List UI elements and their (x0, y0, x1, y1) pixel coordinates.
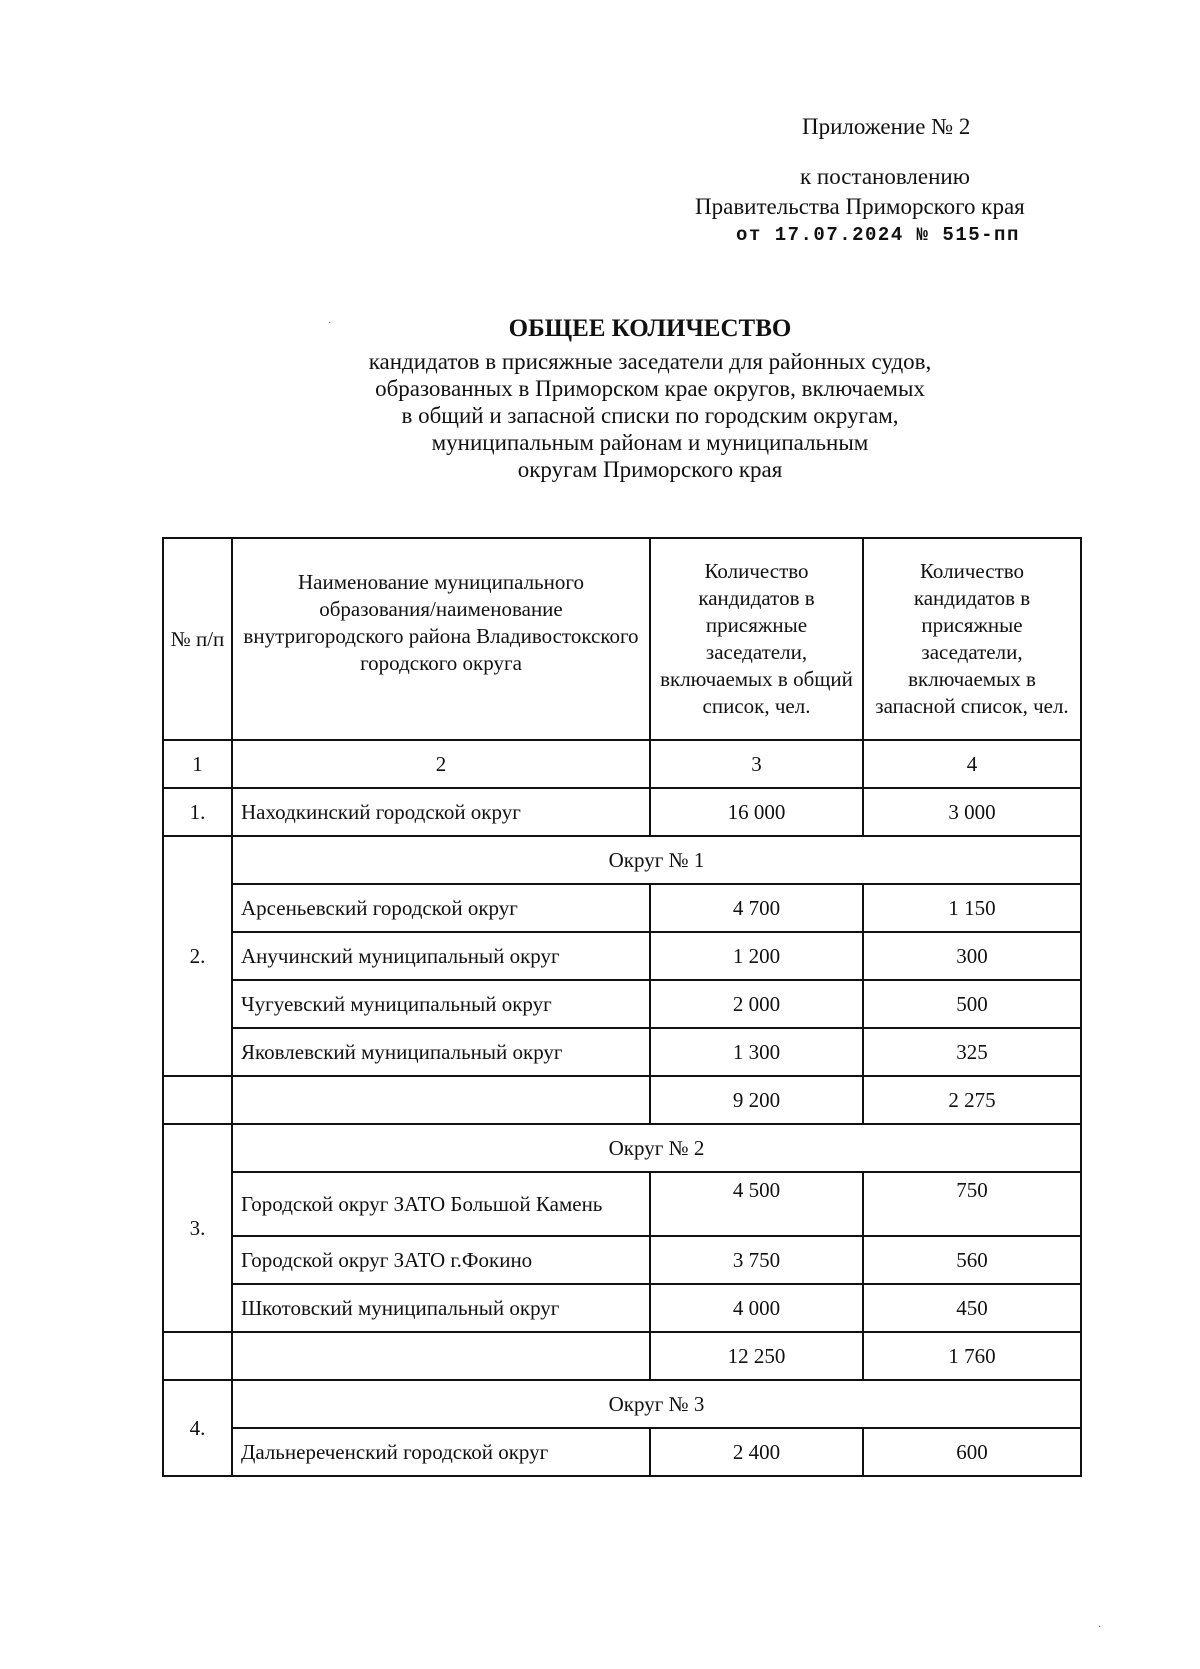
row-name: Дальнереченский городской округ (232, 1428, 650, 1476)
row-name: Арсеньевский городской округ (232, 884, 650, 932)
table-row (163, 884, 1081, 932)
group-num: 4. (163, 1380, 232, 1476)
header-num: № п/п (163, 538, 232, 740)
candidates-table (162, 537, 1082, 1477)
row-reserve: 300 (863, 932, 1081, 980)
row-reserve: 500 (863, 980, 1081, 1028)
scan-speck: · (1098, 1622, 1102, 1633)
row-name: Яковлевский муниципальный округ (232, 1028, 650, 1076)
okrug-label: Округ № 2 (232, 1124, 1081, 1172)
document-title (150, 315, 1150, 483)
total-reserve: 2 275 (863, 1076, 1081, 1124)
annex-date-stamp: от 17.07.2024 № 515-пп (736, 224, 1020, 246)
title-line-5: муниципальным районам и муниципальным (431, 430, 869, 455)
total-num-empty (163, 1332, 232, 1380)
row-general: 3 750 (650, 1236, 863, 1284)
row-name: Находкинский городской округ (232, 788, 650, 836)
row-name: Анучинский муниципальный округ (232, 932, 650, 980)
table-row (163, 1236, 1081, 1284)
row-reserve: 325 (863, 1028, 1081, 1076)
annex-to-resolution: к постановлению (800, 164, 970, 189)
okrug-row (163, 836, 1081, 884)
total-name-empty (232, 1332, 650, 1380)
column-number-row (163, 740, 1081, 788)
title-line-2: кандидатов в присяжные заседатели для районных судов, (368, 349, 932, 374)
col-number: 2 (232, 740, 650, 788)
table-row (163, 1028, 1081, 1076)
header-reserve: Количество кандидатов в присяжные заседатели, включаемых в запасной список, чел. (863, 538, 1081, 740)
row-general: 1 200 (650, 932, 863, 980)
row-reserve: 600 (863, 1428, 1081, 1476)
col-number: 4 (863, 740, 1081, 788)
title-line-6: округам Приморского края (517, 457, 783, 482)
total-num-empty (163, 1076, 232, 1124)
row-general: 16 000 (650, 788, 863, 836)
row-general: 1 300 (650, 1028, 863, 1076)
row-reserve: 3 000 (863, 788, 1081, 836)
table-row (163, 1172, 1081, 1236)
row-reserve: 450 (863, 1284, 1081, 1332)
row-reserve: 560 (863, 1236, 1081, 1284)
okrug-row (163, 1380, 1081, 1428)
total-general: 12 250 (650, 1332, 863, 1380)
row-name: Чугуевский муниципальный округ (232, 980, 650, 1028)
row-name: Городской округ ЗАТО Большой Камень (232, 1172, 650, 1236)
table-header-row (163, 538, 1081, 740)
okrug-label: Округ № 3 (232, 1380, 1081, 1428)
group-num: 2. (163, 836, 232, 1076)
row-general: 4 500 (650, 1172, 863, 1236)
row-reserve: 1 150 (863, 884, 1081, 932)
row-general: 4 700 (650, 884, 863, 932)
row-general: 2 400 (650, 1428, 863, 1476)
table-row (163, 1284, 1081, 1332)
total-name-empty (232, 1076, 650, 1124)
total-reserve: 1 760 (863, 1332, 1081, 1380)
title-line-4: в общий и запасной списки по городским округам, (401, 403, 899, 428)
row-name: Шкотовский муниципальный округ (232, 1284, 650, 1332)
annex-number: Приложение № 2 (802, 114, 971, 139)
table-row (163, 788, 1081, 836)
row-name: Городской округ ЗАТО г.Фокино (232, 1236, 650, 1284)
col-number: 3 (650, 740, 863, 788)
group-num: 3. (163, 1124, 232, 1332)
total-general: 9 200 (650, 1076, 863, 1124)
okrug-label: Округ № 1 (232, 836, 1081, 884)
col-number: 1 (163, 740, 232, 788)
annex-government: Правительства Приморского края (695, 194, 1025, 219)
title-heading: ОБЩЕЕ КОЛИЧЕСТВО (508, 315, 792, 342)
row-general: 2 000 (650, 980, 863, 1028)
total-row (163, 1332, 1081, 1380)
row-reserve: 750 (863, 1172, 1081, 1236)
title-line-3: образованных в Приморском крае округов, включаемых (375, 376, 925, 401)
scan-speck: · (328, 318, 332, 329)
row-num: 1. (163, 788, 232, 836)
header-general: Количество кандидатов в присяжные заседатели, включаемых в общий список, чел. (650, 538, 863, 740)
header-name: Наименование муниципального образования/наименование внутригородского района Владивостокского городского округа (232, 538, 650, 740)
table-row (163, 1428, 1081, 1476)
total-row (163, 1076, 1081, 1124)
okrug-row (163, 1124, 1081, 1172)
table-row (163, 932, 1081, 980)
table-row (163, 980, 1081, 1028)
row-general: 4 000 (650, 1284, 863, 1332)
